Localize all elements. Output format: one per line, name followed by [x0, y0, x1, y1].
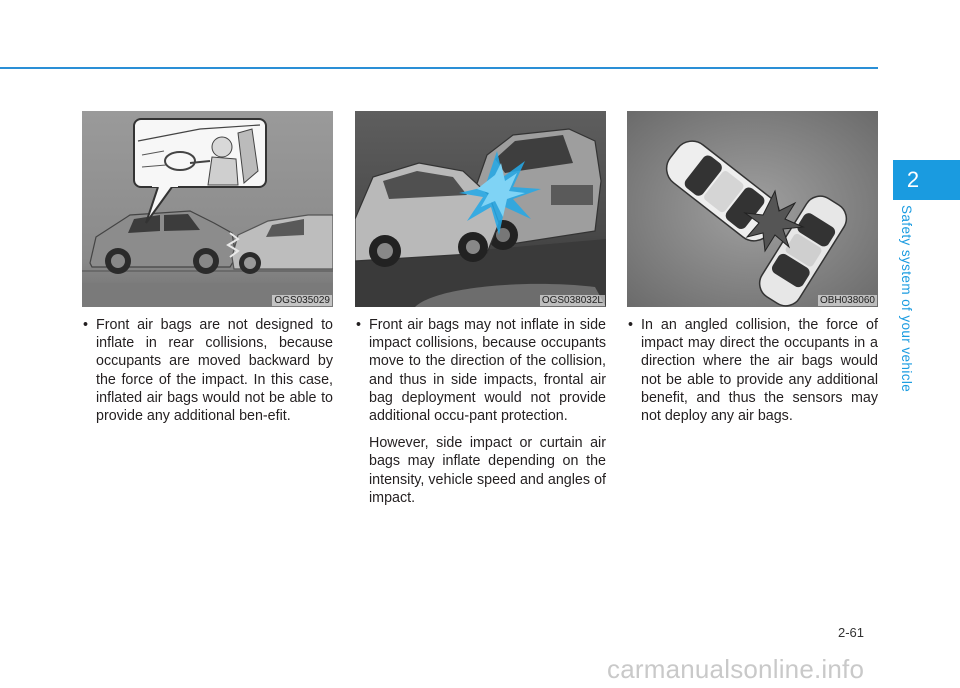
- side-impact-picture: [355, 111, 606, 307]
- header-rule: [0, 67, 878, 69]
- bullet-text: Front air bags may not inflate in side impact collisions, because occupants move to the direction of the collision, and thus in side impacts, frontal air bag deployment would not provide additional occu-pant protection.: [369, 317, 606, 425]
- figure-code: OGS035029: [274, 295, 330, 306]
- bullet-text: Front air bags are not designed to inflate in rear collisions, because occupants are moved backward by the force of the impact. In this case, inflated air bags would not be able to provide any additional ben-efit.: [96, 317, 333, 425]
- figure-code: OGS038032L: [541, 295, 603, 306]
- bullet-dot: •: [628, 317, 634, 333]
- bullet-item: [82, 316, 333, 425]
- paragraph-text: However, side impact or curtain air bags may inflate depending on the intensity, vehicle speed and angles of impact.: [369, 435, 606, 506]
- column-rear-collision: [82, 111, 333, 425]
- bullet-item: [355, 316, 606, 425]
- figure-code: OBH038060: [819, 295, 875, 306]
- angled-collision-picture: [627, 111, 878, 307]
- rear-collision-illustration: [82, 111, 333, 307]
- page-number: 2-61: [838, 625, 865, 640]
- bullet-item: [627, 316, 878, 425]
- bullet-text: In an angled collision, the force of impact may direct the occupants in a direction where the air bags would not be able to provide any additional benefit, and thus the sensors may not deploy any air bags.: [641, 317, 878, 425]
- side-impact-illustration: [355, 111, 606, 307]
- bullet-dot: •: [83, 317, 89, 333]
- chapter-tab: [893, 160, 960, 200]
- chapter-title-container: [899, 205, 929, 405]
- bullet-dot: •: [356, 317, 362, 333]
- watermark-text: carmanualsonline.info: [607, 654, 865, 684]
- rear-collision-picture: [82, 111, 333, 307]
- column-angled-collision: [627, 111, 878, 425]
- chapter-title: Safety system of your vehicle: [899, 205, 914, 393]
- angled-collision-illustration: [627, 111, 878, 307]
- chapter-number: 2: [906, 167, 920, 192]
- column-side-impact: [355, 111, 606, 507]
